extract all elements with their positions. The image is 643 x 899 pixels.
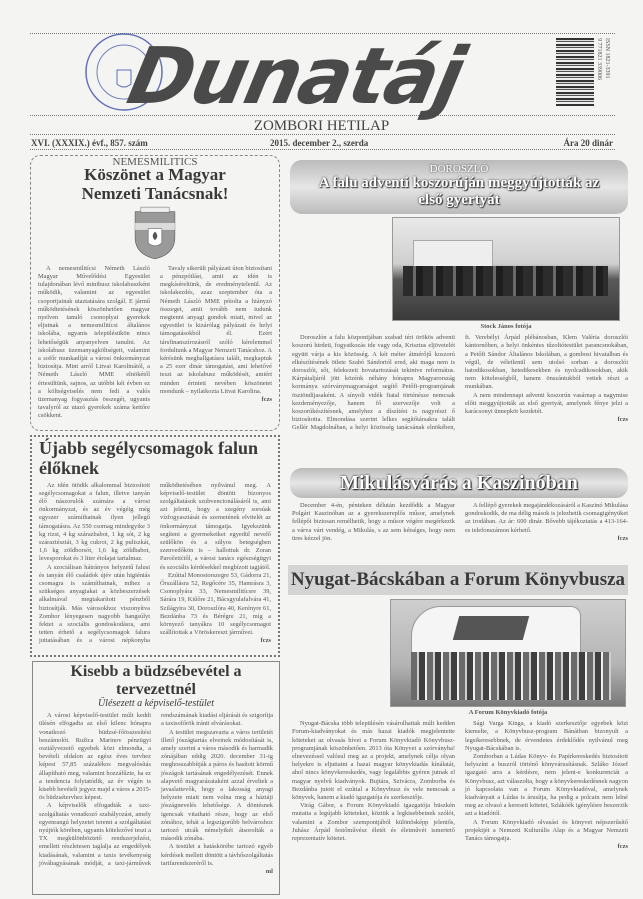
photo-advent-wreath	[392, 217, 620, 321]
article-paragraph: A szociálisan hátrányos helyzetű falusi és tanyán élő családok újév után higiéniás csomagra is számíthatnak, mihez a szükséges anyagiakat a közbeszerzések alkalmával megtakarított pénzből biztosítják. Más városokhoz viszonyítva Zombor lényegesen nagyobb hangsúlyt fektet a szociális gondoskodásra, ami tetten érhető a segélycsomagok falura juttatásában és a városi népkonyha működtetésében nyilvánul meg. A képviselő-testület döntött bizonyos szolgáltatások szubvencionálásáról is, ami azt jelenti, hogy a szegény sorsúak vízfogyasztását és szemetének elvitelét az önkormányzat támogatja. Igyekszünk segíteni a gyermekeiket egyedül nevelő szülőkön és a súlyos betegségben szenvedőkön is – hallottuk dr. Zoran Paročetićtől, a városi tanács egészségügyi és szociális kérdésekkel megbízott tagjától.	[39, 481, 271, 645]
article-title: A falu adventi koszorúján meggyújtották az első gyertyát	[318, 175, 600, 208]
article-segelycsomagok	[30, 435, 280, 657]
price: Ára 20 dinár	[563, 138, 613, 148]
article-paragraph: Nyugat-Bácska több településén vásárolhattak múlt kedden Forum-kiadványokat és más hazai kiadók megjelentette köteteket az olvasás hívei a Forum Könyvkiadó Könyvbusz-programjának köszönhetően. 2013 óta Könyvet a szórványba! elnevezéssel valósul meg az a projekt, amelynek célja olyan helyekre is eljuttatni a hazai magyar könyvkiadás kínálatát, ahol nincs könyvkereskedés, vagy legalábbis gyéren jutnak el magyar nyelvű kiadványok. Bujtára, Szivácra, Zomborba és Bezdánba jutott el ezúttal a Könyvbusz és vele nemcsak a könyvek, hanem a kiadó igazgatója és szerkesztője.	[292, 720, 455, 802]
article-paragraph: A képviselők elfogadták a taxi-szolgáltatás vonatkozó szabályozást, amely egyenrangú helyzetet teremt a szolgáltatást nyújtók körében, ugyanis kötelezővé teszi a TX megkülönböztető rendszerjelzést, emellett részletesen taglalja az engedélyek kiadásának, valamint a taxis tevékenység jóváhagyásának módját, a taxi-járművek rendszámának kiadási eljárását és szigorítja a taxisofőrök iránti elvárásokat.	[39, 712, 273, 867]
photo-wrapper	[390, 599, 626, 717]
article-header-doroszlo	[290, 160, 628, 214]
article-title: Kisebb a büdzsébevétel a tervezettnél	[70, 663, 242, 698]
article-title: Mikulásvárás a Kaszinóban	[340, 472, 578, 494]
author-sign: fczs	[617, 843, 628, 851]
photo-caption: A Forum Könyvkiadó fotója	[468, 709, 548, 716]
article-paragraph: A testület a hatáskörébe tartozó egyéb kérdések mellett döntött a távhőszolgáltatás tarifarendszeréről is.	[161, 843, 273, 867]
author-sign: fczs	[617, 416, 628, 424]
article-paragraph: A nemesmilitícsi Németh László Magyar Művelődési Egyesület tulajdonában lévő minibusz iskolabuszként működik, valamint az egyesület csoportjainak utaztatására szolgál. E jármű működtetésének köszönhetően magyar nyelven tanuló csonoplyai gyerekek eljutnak a nemesmilitícsi általános iskolába, ugyanis településükön nincs lehetőségük anyanyelven tanulni. Az iskolabusz üzemanyagköltségeit, valamint a sofőr munkadíját a városi önkormányzat biztosítja. Mint arról Litvai Karolinától, a Németh László MME elnökétől értesültünk, sajnos, az utóbbi két évben ez a költségviselés nem fedi a valós üzemanyag fogyasztás összegét, ugyanis tavalyról az utazó gyerekek száma kettőre csökkent.	[38, 264, 150, 420]
author-sign: ml	[265, 868, 273, 876]
article-paragraph: Zomborban a Lúdas Könyv- és Papírkereskedés biztosított helyszínt a buszról történő könyvárusításnak. Szláko József igazgató arra a kérdésre, nem jelent-e konkurenciát a Könyvbusz, azt válaszolta, hogy a könyvkereskedésnek nagyon jó kapcsolata van a Forum Könyvkiadóval, amelynek kiadványait a Lúdas is árusítja, ha pedig a polcain nem lelné meg az olvasó a keresett kötetet, Szlákóék igénylésre beszerzik azt a kiadótól.	[465, 753, 628, 818]
article-paragraph: A testület megszavazta a város területét illető jószágtartás elveinek módosítását is, amely szerint a város második és harmadik zónájában eddig 2020. december 31-ig meghosszabbítják a páros és hasított körmű jószágok tartásának engedélyezését. Ennek alapvető magyarázataként azzal érveltek a javaslattevők, hogy a lakosság anyagi helyzete miatt nem volna meg a háztáji jószágnevelés lehetősége. A döntésnek igencsak vitatható része, hogy az első zónához, tehát a legszigorúbb belvároshoz tartozó utcák némelyikét átsorolták a második zónába.	[161, 728, 273, 843]
barcode	[556, 38, 622, 110]
article-kicker: DOROSZLÓ	[429, 163, 489, 175]
article-budzse	[32, 661, 280, 895]
barcode-digits: 9 771821 339006	[596, 38, 602, 80]
article-mikulas	[292, 502, 628, 562]
article-paragraph: Az idén ötödik alkalommal biztosított segélycsomagokat a falun, illetve tanyán élő nászorulók számára a városi önkormányzat, és az év végéig még egyszer számíthatnak ilyen jellegű támogatásra. Az 550 csomag mindegyike 3 kg rizst, 4 kg szárazbabot, 1 kg sót, 2 kg száraztésztát, 3 kg cukrot, 2 kg puliszkát, 1,6 kg zöldborsót, 1,6 kg zöldbabot, levesporokat és 3 liter étolajat tartalmaz.	[39, 481, 150, 563]
article-paragraph: A nem mindennapi adventi koszorún vasárnap a nagymise előtt meggyújtották az első gyertyát, amelynek fénye jelzi a karácsonyi ünnepkör kezdetét.	[465, 391, 628, 416]
coat-wrapper	[38, 206, 272, 263]
issue-date: 2015. december 2., szerda	[270, 138, 369, 148]
article-paragraph: A fellépő gyerekek megajándékozásáról a Kaszinó Mikulása gondoskodik, de ma délig mások is jelezhetik csomagigényüket az irodában. Az ár: 600 dinár. Bővebb tájékoztatás a 413-164-es telefonszámon kérhető.	[465, 502, 628, 534]
article-header-konyvbusz	[288, 565, 628, 595]
article-doroszlo	[290, 217, 630, 464]
article-paragraph: Ezúttal Monostorszegre 53, Gádorra 21, Őrszállásra 52, Regőcére 35, Hamrásra 3, Csonoplyára 33, Nemesmilitícsre 39, Sárára 19, Kiűőre 21, Bácsgyulafalvára 41, Szilágyira 30, Doroszlóra 40, Kerényre 61, Bezdánba 73 és Bérégre 21, míg a környező tanyákra 10 segélycsomagot szállítottak a Vöröskereszt járművei.	[160, 571, 271, 637]
article-header-mikulas	[290, 468, 628, 498]
coat-of-arms	[131, 206, 179, 260]
subtitle: ZOMBORI HETILAP	[253, 118, 390, 134]
issue-number: XVI. (XXXIX.) évf., 857. szám	[31, 138, 148, 148]
photo-caption: Stock János fotója	[480, 323, 532, 330]
article-paragraph: A városi képviselő-testület múlt keddi ülésén elfogadta az első kilenc hónapra vonatkozó büdzsé-főösszesítési beszámolót. Ružica Marinov pénzügyi osztályvezető egyebek közt elmondta, a bevételi oldalon az egész éves tervhez képest 57,85 százalékos megvalósítás állapítható meg, valamint hozzáfűzte, ha ez a tendencia folytatódik, az év végén is kisebb bevételi jegyez majd a város a 2015-ös büdzsétervhez képest.	[39, 712, 151, 802]
article-title: Nyugat-Bácskában a Forum Könyvbusza	[290, 569, 626, 590]
article-kicker: NEMESMILITICS	[112, 156, 198, 168]
article-nemesmilitics	[30, 155, 280, 431]
article-paragraph: Tavaly sikerült pályázati úton biztosítani a pénzpótlást, amit az idén is megkíséreltünk, de eredménytelenül. Az iskolakezdés, azaz szeptember óta a Németh László MME pótolta a hiányzó összeget, amit tovább nem tudunk megtenni anyagi gondok miatt, mivel az egyesület is kizárólag pályázati és helyi támogatásokból él. Ezért társfinanszírozásról szóló kérelemmel fordultunk a Magyar Nemzeti Tanácshoz. A kérésünk meghallgatásra talált, megkaptuk a 25 ezer dinár támogatást, ami lehetővé teszi az iskolabusz működését, amiért minden érintett nevében köszönetet mondunk – nyilatkozta Litvai Karolina.	[160, 264, 272, 395]
article-paragraph: Virág Gábor, a Forum Könyvkiadó igazgatója büszkén mutatta a legújabb köteteket, köztük a legkisebbeinek szólót, valamint a Zombor szempontjából különösképp jelentős, Juhász Árpád festőművész életét és életművét ismertető reprezentatív kötetet.	[292, 802, 455, 843]
author-sign: fczs	[617, 534, 628, 542]
article-konyvbusz	[290, 599, 630, 896]
author-sign: fczs	[261, 396, 272, 404]
article-subtitle: Ülésezett a képviselő-testület	[97, 698, 215, 710]
photo-wrapper	[392, 217, 620, 331]
article-paragraph: December 4-én, pénteken délután kezdődik a Magyar Polgári Kaszinóban az a gyerekszereplős műsor, amelynek fellépői biztosan remélhetik, hogy a műsor végére megérkezik a várva várt vendég, a Mikulás, s az sem kétséges, hogy nem üres kézzel jön.	[292, 502, 455, 542]
article-title: Újabb segélycsomagok falun élőknek	[39, 438, 259, 478]
barcode-bars	[556, 38, 594, 106]
article-paragraph: Doroszlón a falu központjában szabad téri örökös adventi koszorú hirdeti, fogyatkozás ide vagy oda, Krisztus eljövetelét együtt várja a kis közösség. A két méter átmérőjű koszorú elkészítésének ötlete Szabó Sándortól ered, aki maga nem is doroszlói, sőt, felekezeti hovatartozását tekintve református. Kárpátaljáról jött közénk néhány hónapra Magyarország kormánya szórványmagyarságot segítő Petőfi-programjának ösztöndíjasaként. A sínyoli vidék fiatal történésze nemcsak kezdeményezője, hanem fő szervezője volt a koszorúkészítésnek, amelyhez a díszítést is nagyrészt ő biztosította. Elmondása szerint lelkes segítőtársakra talált Gellér Magdolnában, a helyi közösség tanácsának elnökében, ft. Verebélyi Árpád plébánosban, Klem Valéria doroszlói kántornőben, a helyi önkéntes tűzoltótestület parancsnokában, a Petőfi Sándor Általános Iskolában, a gombosi hivatalban és végül, de véletlenül sem utolsó sorban a doroszlói hatodikosokban, hetedikesekben és nyolcadikosokban, akik nem kötelességből, hanem önszántukból vettek részt a munkában.	[292, 334, 628, 432]
article-paragraph: Sági Varga Kinga, a kiadó szerkesztője egyebek közt kiemelte, a Könyvbusz-program Bánátban bizonyult a legsikeresebbnek, de érvendetes érdeklődés nyilvánul meg Nyugat-Bácskában is.	[465, 720, 628, 752]
issn: ISSN 1821-3391	[604, 38, 610, 79]
newspaper-logo: Dunatáj	[120, 32, 471, 122]
author-sign: fczs	[260, 637, 271, 645]
photo-book-bus	[390, 599, 626, 707]
article-paragraph: A Forum Könyvkiadó olvasást és könyvet népszerűsítő projektjét a Nemzeti Kulturális Alap és a Magyar Nemzeti Tanács támogatja.	[465, 818, 628, 843]
article-title: Köszönet a Magyar Nemzeti Tanácsnak!	[81, 165, 229, 203]
